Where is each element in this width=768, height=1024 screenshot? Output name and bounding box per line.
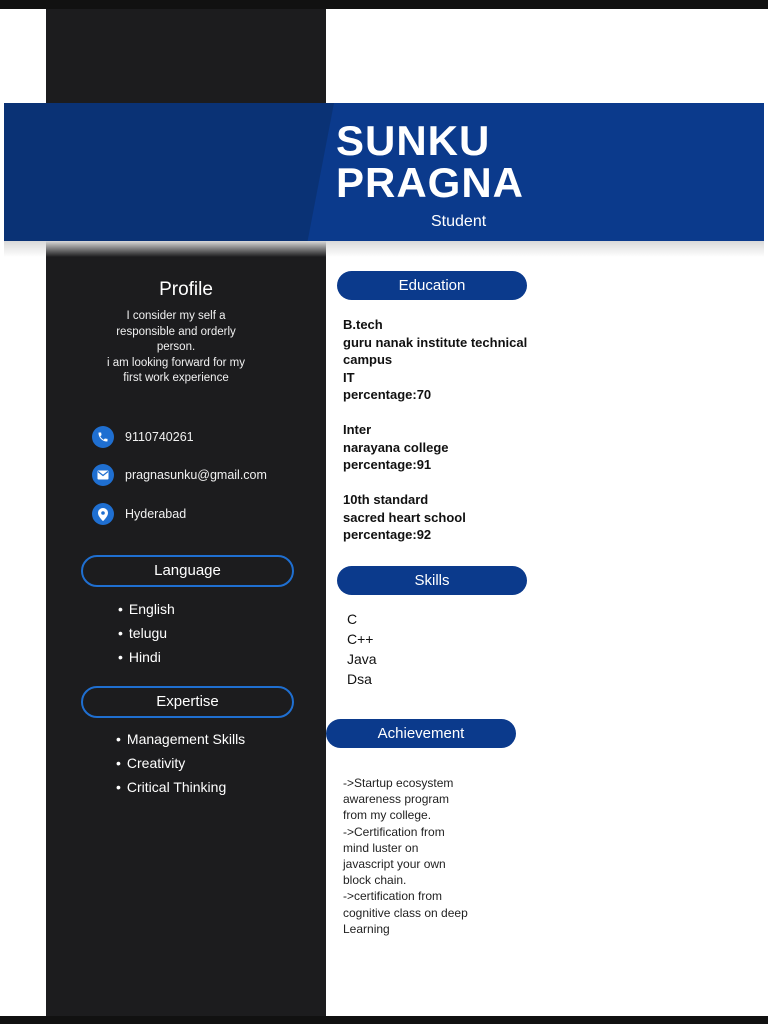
profile-line: person. [156,341,196,353]
skills-list [347,609,377,689]
language-list [118,597,175,669]
education-line: percentage:70 [343,387,432,402]
skills-heading: Skills [337,566,527,595]
profile-line: responsible and orderly [116,325,236,338]
education-entry [343,316,573,404]
email-address: pragnasunku@gmail.com [125,468,267,482]
education-line: B.tech [343,317,383,332]
language-item: • English [118,597,175,621]
education-line: percentage:91 [343,457,432,472]
candidate-name [336,117,525,206]
education-line: narayana college [343,439,449,455]
profile-line: i am looking forward for my [106,356,246,369]
skill-item: C [347,611,358,627]
achievement-line: awareness program [343,792,450,807]
education-line: Inter [343,422,372,437]
achievement-line: from my college. [343,808,432,823]
skill-item: Java [347,651,377,667]
achievement-line: ->certification from [343,889,443,904]
contact-location [92,503,186,525]
education-line: IT [343,369,355,385]
education-line: 10th standard [343,492,429,507]
education-line: campus [343,352,393,367]
profile-heading: Profile [159,279,213,300]
education-line: percentage:92 [343,527,432,542]
achievement-text [343,775,513,937]
language-heading: Language [81,555,294,587]
profile-line: I consider my self a [126,310,226,322]
achievement-line: ->Certification from [343,824,445,839]
expertise-list [116,727,245,799]
achievement-line: ->Startup ecosystem [343,776,454,790]
expertise-item: • Creativity [116,751,245,775]
achievement-line: mind luster on [343,840,419,855]
achievement-heading: Achievement [326,719,516,748]
education-line: sacred heart school [343,509,466,525]
contact-phone [92,426,194,448]
phone-icon [92,426,114,448]
contact-email [92,464,267,486]
skill-item: Dsa [347,671,372,687]
phone-number: 9110740261 [125,430,194,444]
education-line: guru nanak institute technical [343,334,528,350]
banner-shade [4,103,334,241]
role-title: Student [431,213,487,230]
language-item: • telugu [118,621,175,645]
language-item: • Hindi [118,645,175,669]
profile-line: first work experience [123,372,229,384]
location-text: Hyderabad [125,507,187,521]
bottom-edge [0,1016,768,1024]
education-entry [343,421,573,474]
top-edge [0,0,768,9]
location-pin-icon [92,503,114,525]
expertise-item: • Management Skills [116,727,245,751]
first-name: SUNKU [336,117,491,164]
education-heading: Education [337,271,527,300]
achievement-line: block chain. [343,873,407,888]
expertise-item: • Critical Thinking [116,775,245,799]
achievement-line: javascript your own [343,857,446,872]
skill-item: C++ [347,631,374,647]
achievement-line: cognitive class on deep [343,905,468,920]
education-entry [343,491,573,544]
email-icon [92,464,114,486]
last-name: PRAGNA [336,159,525,206]
expertise-heading: Expertise [81,686,294,718]
profile-text [86,309,266,387]
banner-shadow [4,241,764,257]
achievement-line: Learning [343,921,390,936]
